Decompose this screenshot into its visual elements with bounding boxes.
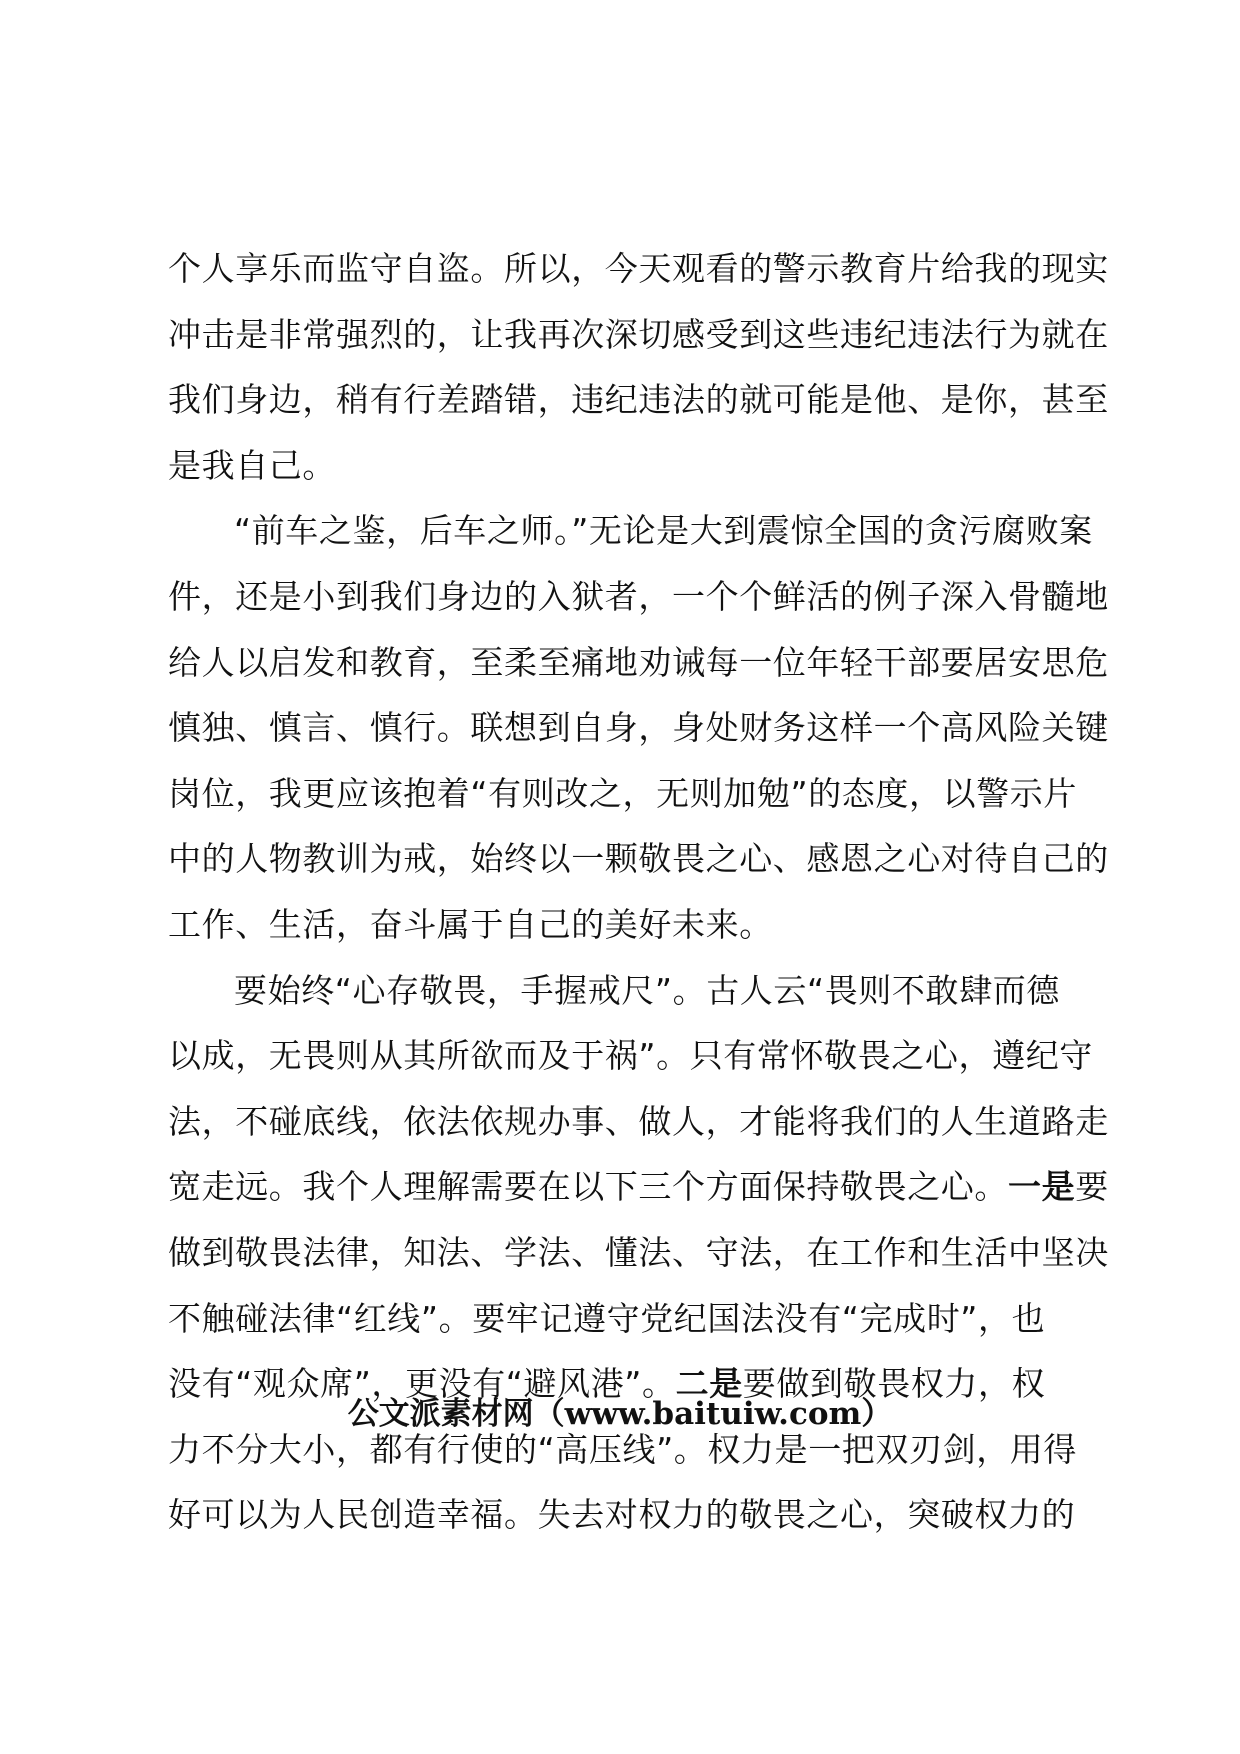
bold-keyword: 二是 bbox=[675, 1364, 743, 1404]
text-line: 我们身边，稍有行差踏错，违纪违法的就可能是他、是你，甚至 bbox=[168, 380, 1109, 420]
text-line: 以成，无畏则从其所欲而及于祸”。只有常怀敬畏之心，遵纪守 bbox=[168, 1036, 1093, 1076]
bold-keyword: 一是 bbox=[1008, 1167, 1076, 1207]
text-line: 力不分大小，都有行使的“高压线”。权力是一把双刃剑，用得 bbox=[168, 1429, 1077, 1469]
text-line: 不触碰法律“红线”。要牢记遵守党纪国法没有“完成时”，也 bbox=[168, 1298, 1046, 1338]
text-line: 是我自己。 bbox=[168, 445, 336, 485]
text-line: 好可以为人民创造幸福。失去对权力的敬畏之心，突破权力的 bbox=[168, 1495, 1076, 1535]
text-line: 中的人物教训为戒，始终以一颗敬畏之心、感恩之心对待自己的 bbox=[168, 839, 1109, 879]
text-line: 冲击是非常强烈的，让我再次深切感受到这些违纪违法行为就在 bbox=[168, 314, 1109, 354]
page-footer: 公文派素材网（www.baituiw.com） bbox=[347, 1396, 893, 1432]
text-segment: 要做到敬畏权力，权 bbox=[742, 1364, 1046, 1404]
text-line: 慎独、慎言、慎行。联想到自身，身处财务这样一个高风险关键 bbox=[168, 708, 1109, 748]
paragraph-start-line: “前车之鉴，后车之师。”无论是大到震惊全国的贪污腐败案 bbox=[234, 511, 1093, 551]
text-line: 岗位，我更应该抱着“有则改之，无则加勉”的态度，以警示片 bbox=[168, 773, 1077, 813]
text-segment: 没有“观众席”，更没有“避风港”。 bbox=[168, 1364, 676, 1404]
text-line: 个人享乐而监守自盗。所以，今天观看的警示教育片给我的现实 bbox=[168, 249, 1109, 288]
paragraph-start-line: 要始终“心存敬畏，手握戒尺”。古人云“畏则不敢肆而德 bbox=[234, 970, 1060, 1010]
text-line: 做到敬畏法律，知法、学法、懂法、守法，在工作和生活中坚决 bbox=[168, 1232, 1109, 1272]
text-line: 件，还是小到我们身边的入狱者，一个个鲜活的例子深入骨髓地 bbox=[168, 576, 1109, 616]
body-text bbox=[168, 236, 1120, 1548]
text-segment: 要 bbox=[1075, 1167, 1109, 1207]
text-line: 给人以启发和教育，至柔至痛地劝诫每一位年轻干部要居安思危 bbox=[168, 642, 1109, 682]
text-line: 工作、生活，奋斗属于自己的美好未来。 bbox=[168, 904, 773, 944]
text-line: 法，不碰底线，依法依规办事、做人，才能将我们的人生道路走 bbox=[168, 1101, 1109, 1141]
text-line bbox=[168, 1154, 1120, 1220]
text-segment: 宽走远。我个人理解需要在以下三个方面保持敬畏之心。 bbox=[168, 1167, 1008, 1207]
